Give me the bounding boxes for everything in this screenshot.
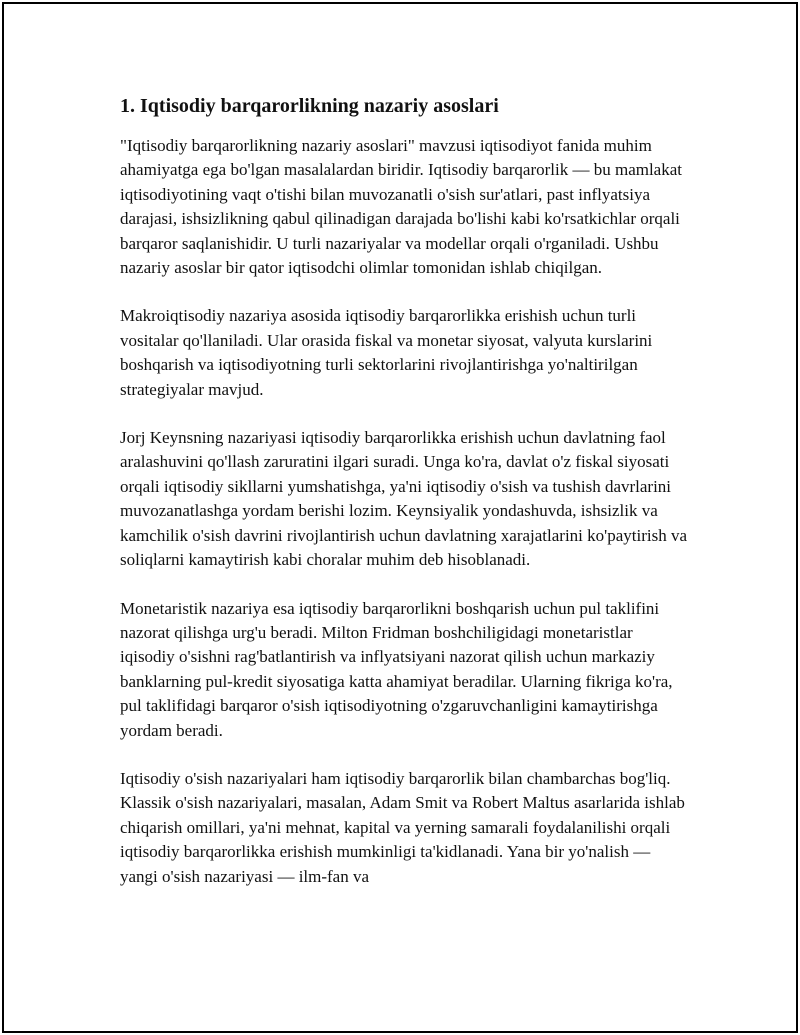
section-heading: 1. Iqtisodiy barqarorlikning nazariy asoslari <box>120 95 499 117</box>
paragraph-keynes: Jorj Keynsning nazariyasi iqtisodiy barqarorlikka erishish uchun davlatning faol aralashuvini qo'llash zaruratini ilgari suradi. Unga ko'ra, davlat o'z fiskal siyosati orqali iqtisodiy sikllarni yumshatishga, ya'ni iqtisodiy o'sish va tushish davrlarini muvozanatlashga yordam berishi lozim. Keynsiyalik yondashuvda, ishsizlik va kamchilik o'sish davrini rivojlantirish uchun davlatning xarajatlarini ko'paytirish va soliqlarni kamaytirish kabi choralar muhim deb hisoblanadi. <box>120 428 688 570</box>
paragraph-monetarism: Monetaristik nazariya esa iqtisodiy barqarorlikni boshqarish uchun pul taklifini nazorat qilishga urg'u beradi. Milton Fridman boshchiligidagi monetaristlar iqisodiy o'sishni rag'batlantirish va inflyatsiyani nazorat qilish uchun markaziy banklarning pul-kredit siyosatiga katta ahamiyat beradilar. Ularning fikriga ko'ra, pul taklifidagi barqaror o'sish iqtisodiyotning o'zgaruvchanligini kamaytirishga yordam beradi. <box>120 598 673 740</box>
paragraph-growth-theories: Iqtisodiy o'sish nazariyalari ham iqtisodiy barqarorlik bilan chambarchas bog'liq. Klassik o'sish nazariyalari, masalan, Adam Smit va Robert Maltus asarlarida ishlab chiqarish omillari, ya'ni mehnat, kapital va yerning samarali foydalanilishi orqali iqtisodiy barqarorlikka erishish mumkinligi ta'kidlanadi. Yana bir yo'nalish — yangi o'sish nazariyasi — ilm-fan va <box>120 768 685 886</box>
document-body <box>120 92 690 913</box>
paragraph-intro: "Iqtisodiy barqarorlikning nazariy asoslari" mavzusi iqtisodiyot fanida muhim ahamiyatga ega bo'lgan masalalardan biridir. Iqtisodiy barqarorlik — bu mamlakat iqtisodiyotining vaqt o'tishi bilan muvozanatli o'sish sur'atlari, past inflyatsiya darajasi, ishsizlikning qabul qilinadigan darajada bo'lishi kabi ko'rsatkichlar orqali barqaror saqlanishidir. U turli nazariyalar va modellar orqali o'rganiladi. Ushbu nazariy asoslar bir qator iqtisodchi olimlar tomonidan ishlab chiqilgan. <box>120 136 682 278</box>
document-page <box>2 2 798 1033</box>
paragraph-macroeconomic: Makroiqtisodiy nazariya asosida iqtisodiy barqarorlikka erishish uchun turli vositalar qo'llaniladi. Ular orasida fiskal va monetar siyosat, valyuta kurslarini boshqarish va iqtisodiyotning turli sektorlarini rivojlantirishga yo'naltirilgan strategiyalar mavjud. <box>120 306 653 399</box>
